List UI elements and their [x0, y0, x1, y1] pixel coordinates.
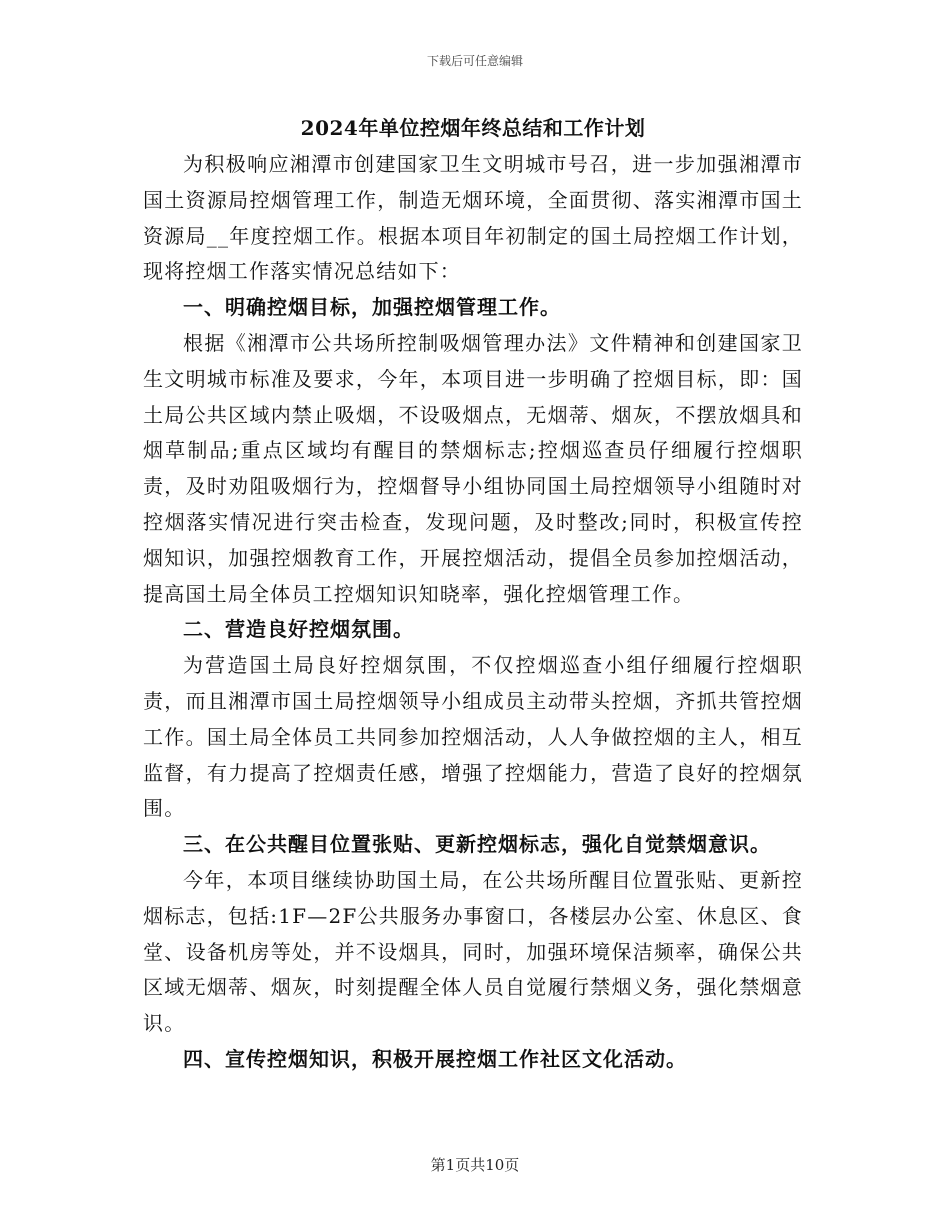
section-body-3: 今年，本项目继续协助国土局，在公共场所醒目位置张贴、更新控烟标志，包括:1F—2F公共服务办事窗口，各楼层办公室、休息区、食堂、设备机房等处，并不设烟具，同时，加强环境保洁频率，确保公共区域无烟蒂、烟灰，时刻提醒全体人员自觉履行禁烟义务，强化禁烟意识。: [143, 867, 803, 1036]
section-body-2: 为营造国土局良好控烟氛围，不仅控烟巡查小组仔细履行控烟职责，而且湘潭市国土局控烟领导小组成员主动带头控烟，齐抓共管控烟工作。国土局全体员工共同参加控烟活动，人人争做控烟的主人，相互监督，有力提高了控烟责任感，增强了控烟能力，营造了良好的控烟氛围。: [143, 653, 803, 821]
section-heading-1: 一、明确控烟目标，加强控烟管理工作。: [183, 295, 561, 320]
section-heading-2: 二、营造良好控烟氛围。: [183, 617, 414, 642]
document-title: 2024年单位控烟年终总结和工作计划: [300, 116, 646, 140]
header-note: 下载后可任意编辑: [426, 54, 523, 68]
section-body-1: 根据《湘潭市公共场所控制吸烟管理办法》文件精神和创建国家卫生文明城市标准及要求，今年，本项目进一步明确了控烟目标，即：国土局公共区域内禁止吸烟，不设吸烟点，无烟蒂、烟灰，不摆放烟具和烟草制品;重点区域均有醒目的禁烟标志;控烟巡查员仔细履行控烟职责，及时劝阻吸烟行为，控烟督导小组协同国土局控烟领导小组随时对控烟落实情况进行突击检查，发现问题，及时整改;同时，积极宣传控烟知识，加强控烟教育工作，开展控烟活动，提倡全员参加控烟活动，提高国土局全体员工控烟知识知晓率，强化控烟管理工作。: [143, 330, 803, 606]
intro-paragraph: 为积极响应湘潭市创建国家卫生文明城市号召，进一步加强湘潭市国土资源局控烟管理工作，制造无烟环境，全面贯彻、落实湘潭市国土资源局__年度控烟工作。根据本项目年初制定的国土局控烟工作计划，现将控烟工作落实情况总结如下：: [143, 152, 803, 284]
document-body: [143, 110, 803, 1078]
page-footer: 第1页共10页: [430, 1156, 520, 1174]
section-heading-4: 四、宣传控烟知识，积极开展控烟工作社区文化活动。: [183, 1046, 687, 1071]
section-heading-3: 三、在公共醒目位置张贴、更新控烟标志，强化自觉禁烟意识。: [183, 832, 771, 857]
